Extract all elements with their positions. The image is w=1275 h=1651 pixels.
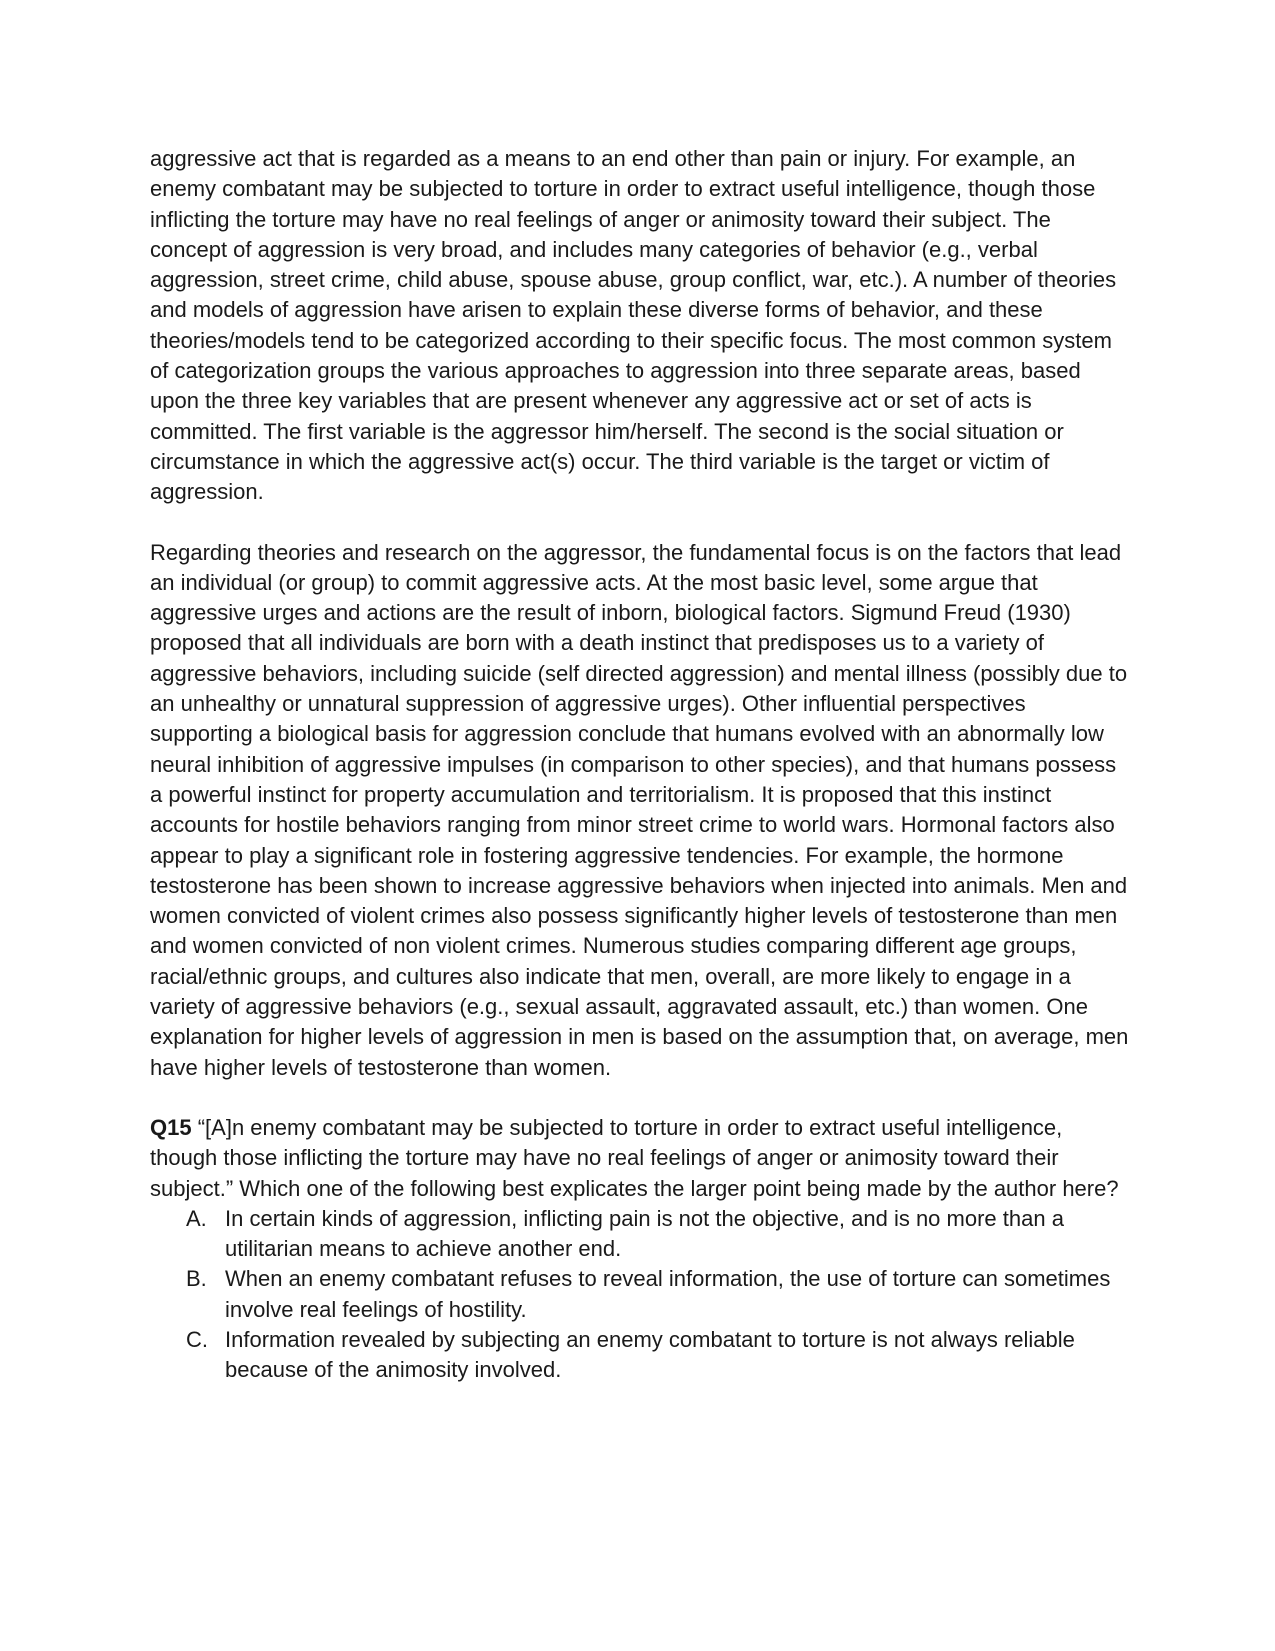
option-letter: A. <box>186 1205 207 1231</box>
question-text: “[A]n enemy combatant may be subjected to torture in order to extract useful intelligence, though those inflicting the torture may have no real feelings of anger or animosity toward their subject.” Which one of the following best explicates the larger point being made by the author here? <box>150 1114 1119 1201</box>
option-letter: B. <box>186 1266 207 1292</box>
paragraph-spacer <box>150 508 1130 538</box>
answer-option-a <box>150 1204 1130 1265</box>
paragraph-aggressor-theories: Regarding theories and research on the aggressor, the fundamental focus is on the factors that lead an individual (or group) to commit aggressive acts. At the most basic level, some argue that aggressive urges and actions are the result of inborn, biological factors. Sigmund Freud (1930) proposed that all individuals are born with a death instinct that predisposes us to a variety of aggressive behaviors, including suicide (self directed aggression) and mental illness (possibly due to an unhealthy or unnatural suppression of aggressive urges). Other influential perspectives supporting a biological basis for aggression conclude that humans evolved with an abnormally low neural inhibition of aggressive impulses (in comparison to other species), and that humans possess a powerful instinct for property accumulation and territorialism. It is proposed that this instinct accounts for hostile behaviors ranging from minor street crime to world wars. Hormonal factors also appear to play a significant role in fostering aggressive tendencies. For example, the hormone testosterone has been shown to increase aggressive behaviors when injected into animals. Men and women convicted of violent crimes also possess significantly higher levels of testosterone than men and women convicted of non violent crimes. Numerous studies comparing different age groups, racial/ethnic groups, and cultures also indicate that men, overall, are more likely to engage in a variety of aggressive behaviors (e.g., sexual assault, aggravated assault, etc.) than women. One explanation for higher levels of aggression in men is based on the assumption that, on average, men have higher levels of testosterone than women. <box>150 539 1129 1080</box>
answer-option-c <box>150 1325 1130 1386</box>
question-block <box>150 1113 1130 1386</box>
question-label: Q15 <box>150 1114 192 1140</box>
paragraph-aggression-definition: aggressive act that is regarded as a means to an end other than pain or injury. For example, an enemy combatant may be subjected to torture in order to extract useful intelligence, though those inflicting the torture may have no real feelings of anger or animosity toward their subject. The concept of aggression is very broad, and includes many categories of behavior (e.g., verbal aggression, street crime, child abuse, spouse abuse, group conflict, war, etc.). A number of theories and models of aggression have arisen to explain these diverse forms of behavior, and these theories/models tend to be categorized according to their specific focus. The most common system of categorization groups the various approaches to aggression into three separate areas, based upon the three key variables that are present whenever any aggressive act or set of acts is committed. The first variable is the aggressor him/herself. The second is the social situation or circumstance in which the aggressive act(s) occur. The third variable is the target or victim of aggression. <box>150 146 1117 505</box>
option-text: In certain kinds of aggression, inflicting pain is not the objective, and is no more than a utilitarian means to achieve another end. <box>225 1205 1064 1262</box>
option-letter: C. <box>186 1326 208 1352</box>
answer-options <box>150 1204 1130 1386</box>
option-text: When an enemy combatant refuses to reveal information, the use of torture can sometimes involve real feelings of hostility. <box>225 1266 1111 1322</box>
option-text: Information revealed by subjecting an enemy combatant to torture is not always reliable because of the animosity involved. <box>225 1326 1075 1383</box>
document-page <box>150 144 1130 1386</box>
question-stem <box>150 1113 1130 1204</box>
answer-option-b <box>150 1264 1130 1325</box>
paragraph-spacer <box>150 1083 1130 1113</box>
